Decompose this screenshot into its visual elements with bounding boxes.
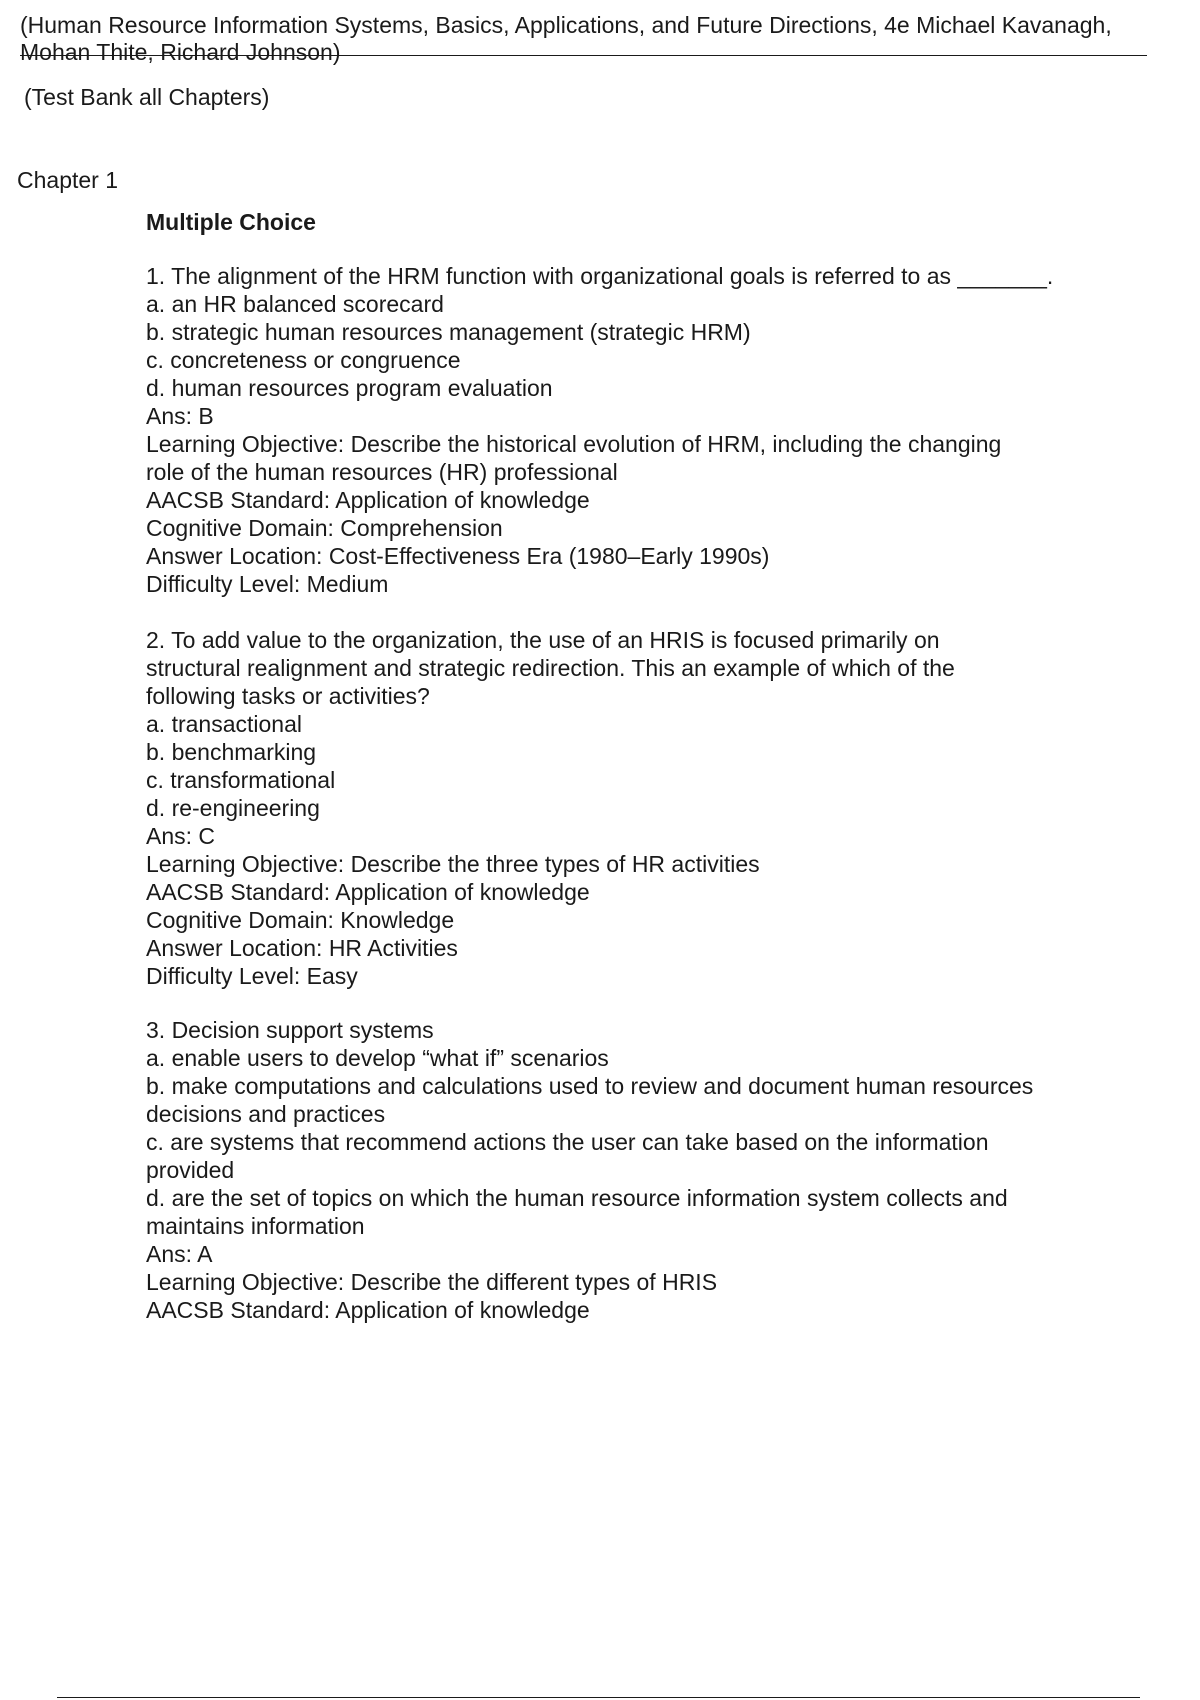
question-3-learning-objective: Learning Objective: Describe the different types of HRIS (146, 1269, 718, 1295)
question-2-option-d: d. re-engineering (146, 795, 320, 821)
question-3 (146, 1016, 1146, 1324)
question-2-answer-location: Answer Location: HR Activities (146, 935, 458, 961)
question-1-learning-objective-cont: role of the human resources (HR) professional (146, 459, 618, 485)
question-1-option-b: b. strategic human resources management (strategic HRM) (146, 319, 751, 345)
question-3-option-c: c. are systems that recommend actions the user can take based on the information (146, 1129, 989, 1155)
question-2-learning-objective: Learning Objective: Describe the three types of HR activities (146, 851, 760, 877)
question-1-option-c: c. concreteness or congruence (146, 347, 461, 373)
question-3-answer: Ans: A (146, 1241, 213, 1267)
question-3-option-d-cont: maintains information (146, 1213, 365, 1239)
question-2-stem-cont-2: following tasks or activities? (146, 683, 430, 709)
question-2-cognitive-domain: Cognitive Domain: Knowledge (146, 907, 455, 933)
question-3-aacsb-standard: AACSB Standard: Application of knowledge (146, 1297, 590, 1323)
question-3-option-c-cont: provided (146, 1157, 235, 1183)
question-3-stem: 3. Decision support systems (146, 1017, 434, 1043)
chapter-label: Chapter 1 (17, 167, 119, 193)
question-3-option-d: d. are the set of topics on which the human resource information system collects and (146, 1185, 1008, 1211)
question-2-stem-cont-1: structural realignment and strategic redirection. This an example of which of the (146, 655, 955, 681)
question-1-difficulty-level: Difficulty Level: Medium (146, 571, 389, 597)
question-2 (146, 626, 1146, 990)
question-1-answer: Ans: B (146, 403, 214, 429)
question-1-answer-location: Answer Location: Cost-Effectiveness Era (1980–Early 1990s) (146, 543, 770, 569)
question-1-aacsb-standard: AACSB Standard: Application of knowledge (146, 487, 590, 513)
question-2-difficulty-level: Difficulty Level: Easy (146, 963, 358, 989)
question-3-option-b: b. make computations and calculations used to review and document human resources (146, 1073, 1034, 1099)
question-2-option-a: a. transactional (146, 711, 302, 737)
question-2-aacsb-standard: AACSB Standard: Application of knowledge (146, 879, 590, 905)
question-3-option-a: a. enable users to develop “what if” scenarios (146, 1045, 609, 1071)
question-2-option-c: c. transformational (146, 767, 336, 793)
question-1-option-a: a. an HR balanced scorecard (146, 291, 444, 317)
test-bank-subtitle: (Test Bank all Chapters) (24, 84, 270, 110)
question-1-option-d: d. human resources program evaluation (146, 375, 553, 401)
question-1-cognitive-domain: Cognitive Domain: Comprehension (146, 515, 503, 541)
question-1-stem: 1. The alignment of the HRM function with organizational goals is referred to as _______. (146, 263, 1054, 289)
question-1-learning-objective: Learning Objective: Describe the historical evolution of HRM, including the changing (146, 431, 1002, 457)
page-bottom-rule (57, 1697, 1140, 1698)
section-heading: Multiple Choice (146, 209, 316, 235)
book-title: (Human Resource Information Systems, Basics, Applications, and Future Directions, 4e Michael Kavanagh, Mohan Thite, Richard Johnson) (20, 12, 1112, 65)
question-2-stem: 2. To add value to the organization, the use of an HRIS is focused primarily on (146, 627, 940, 653)
question-3-option-b-cont: decisions and practices (146, 1101, 386, 1127)
question-1 (146, 262, 1146, 598)
title-underline (20, 55, 1147, 56)
question-2-answer: Ans: C (146, 823, 216, 849)
question-2-option-b: b. benchmarking (146, 739, 317, 765)
